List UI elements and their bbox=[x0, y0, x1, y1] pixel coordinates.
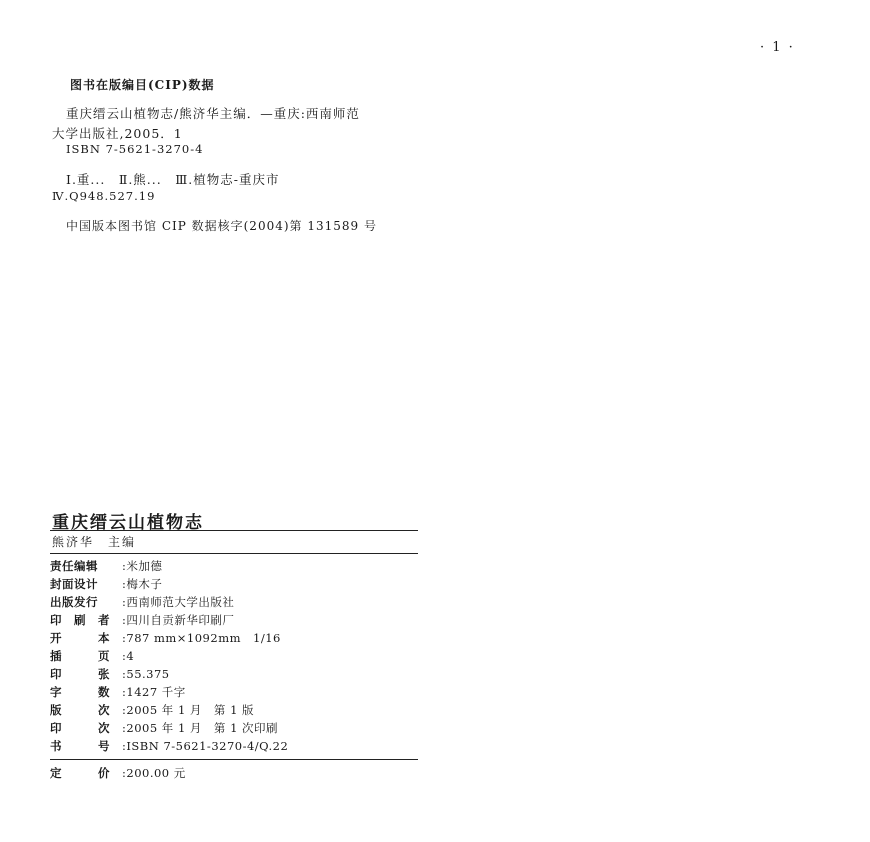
imprint-value: :2005 年 1 月 第 1 版 bbox=[122, 703, 255, 717]
imprint-label: 出版发行 bbox=[50, 595, 98, 609]
cip-classification: Ⅰ.重... Ⅱ.熊... Ⅲ.植物志-重庆市 bbox=[66, 172, 280, 187]
imprint-value: :4 bbox=[122, 649, 135, 663]
imprint-value: :55.375 bbox=[122, 667, 170, 681]
imprint-label: 印 次 bbox=[50, 721, 110, 735]
imprint-value: :四川自贡新华印刷厂 bbox=[122, 613, 235, 627]
imprint-value: :787 mm×1092mm 1/16 bbox=[122, 631, 281, 645]
price-row bbox=[50, 763, 418, 783]
imprint-value: :1427 千字 bbox=[122, 685, 186, 699]
cip-isbn: ISBN 7-5621-3270-4 bbox=[66, 142, 204, 156]
imprint-label: 开 本 bbox=[50, 631, 110, 645]
imprint-row bbox=[50, 611, 418, 629]
imprint-row bbox=[50, 575, 418, 593]
imprint-label: 书 号 bbox=[50, 739, 110, 753]
imprint-label: 字 数 bbox=[50, 685, 110, 699]
imprint-label: 印 刷 者 bbox=[50, 613, 110, 627]
imprint-row bbox=[50, 737, 418, 755]
price-value: :200.00 元 bbox=[122, 766, 186, 780]
imprint-row bbox=[50, 701, 418, 719]
cip-nlc-note: 中国版本图书馆 CIP 数据核字(2004)第 131589 号 bbox=[66, 219, 377, 233]
imprint-row bbox=[50, 719, 418, 737]
cip-heading: 图书在版编目(CIP)数据 bbox=[70, 78, 215, 92]
cip-classification: Ⅳ.Q948.527.19 bbox=[52, 189, 156, 203]
imprint-label: 插 页 bbox=[50, 649, 110, 663]
imprint-value: :2005 年 1 月 第 1 次印刷 bbox=[122, 721, 279, 735]
imprint-label: 责任编辑 bbox=[50, 559, 98, 573]
imprint-label: 封面设计 bbox=[50, 577, 98, 591]
imprint-details bbox=[50, 554, 418, 755]
imprint-label: 印 张 bbox=[50, 667, 110, 681]
imprint-row bbox=[50, 629, 418, 647]
divider bbox=[50, 759, 418, 760]
imprint-value: :梅木子 bbox=[122, 577, 163, 591]
imprint-label: 版 次 bbox=[50, 703, 110, 717]
editor-line: 熊济华 主编 bbox=[52, 535, 137, 549]
cip-record-line: 重庆缙云山植物志/熊济华主编．—重庆:西南师范 bbox=[66, 106, 360, 121]
imprint-block bbox=[50, 508, 418, 783]
page-number: · 1 · bbox=[760, 40, 795, 55]
imprint-row bbox=[50, 557, 418, 575]
imprint-value: :ISBN 7-5621-3270-4/Q.22 bbox=[122, 739, 289, 753]
imprint-value: :西南师范大学出版社 bbox=[122, 595, 235, 609]
imprint-row bbox=[50, 683, 418, 701]
imprint-row bbox=[50, 647, 418, 665]
price-label: 定 价 bbox=[50, 766, 110, 780]
imprint-row bbox=[50, 593, 418, 611]
imprint-value: :米加德 bbox=[122, 559, 163, 573]
book-title: 重庆缙云山植物志 bbox=[52, 513, 204, 533]
cip-record-line: 大学出版社,2005．1 bbox=[52, 126, 183, 141]
imprint-row bbox=[50, 665, 418, 683]
